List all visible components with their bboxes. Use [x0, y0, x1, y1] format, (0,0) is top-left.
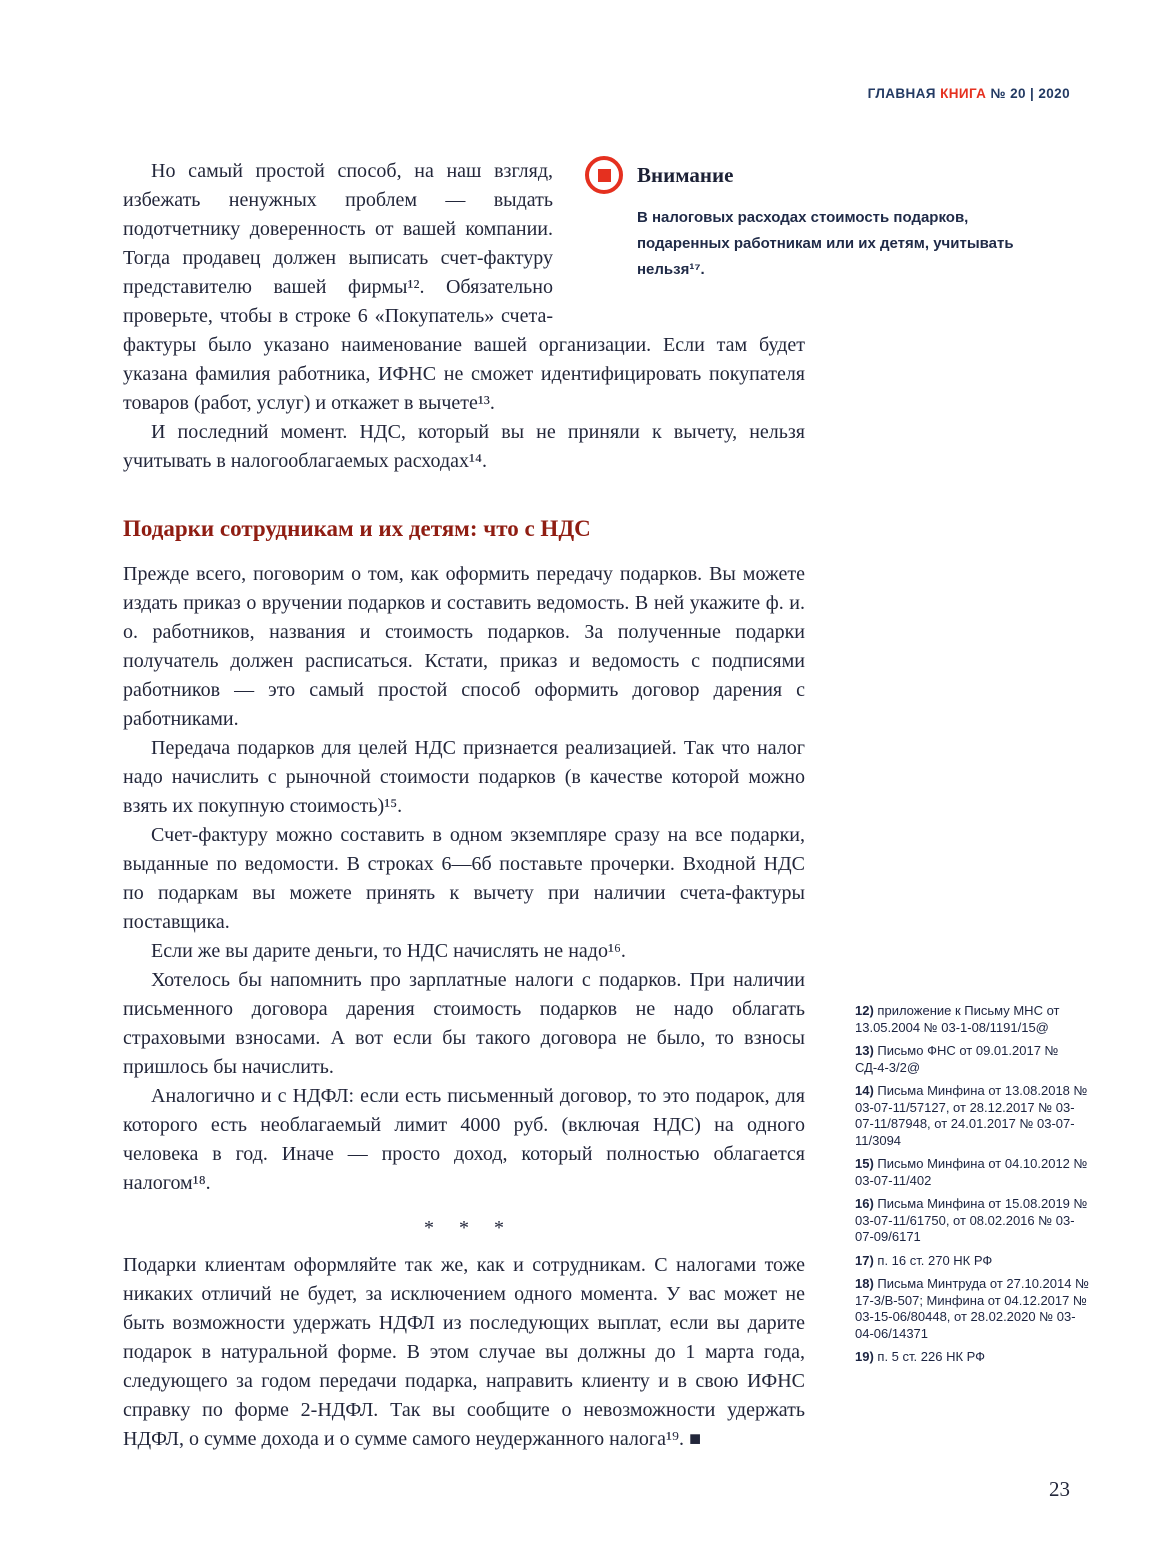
footnote-15 — [855, 1156, 1093, 1189]
footnote-text: п. 5 ст. 226 НК РФ — [877, 1349, 986, 1364]
footnote-text: приложение к Письму МНС от 13.05.2004 № 03-1-08/1191/15@ — [855, 1003, 1060, 1035]
body-paragraph-1: Прежде всего, поговорим о том, как оформить передачу подарков. Вы можете издать приказ о вручении подарков и составить ведомость. В ней укажите ф. и. о. работников, названия и стоимость подарков. За полученные подарки получатель должен расписаться. Кстати, приказ и ведомость с подписями работников — это самый простой способ оформить договор дарения с работниками. — [123, 563, 805, 730]
footnote-number: 16) — [855, 1196, 874, 1211]
footnote-text: Письма Минфина от 13.08.2018 № 03-07-11/57127, от 28.12.2017 № 03-07-11/87948, от 24.01.2017 № 03-07-11/3094 — [855, 1083, 1088, 1148]
closing-paragraph: Подарки клиентам оформляйте так же, как и сотрудникам. С налогами тоже никаких отличий не будет, за исключением одного момента. У вас может не быть возможности удержать НДФЛ из последующих выплат, если вы дарите подарок в натуральной форме. В этом случае вы должны до 1 марта года, следующего за годом передачи подарка, направить клиенту и в свою ИФНС справку по форме 2-НДФЛ. Так вы сообщите о невозможности удержать НДФЛ, о сумме дохода и о сумме самого неудержанного налога¹⁹. ■ — [123, 1254, 805, 1450]
footnote-text: Письмо ФНС от 09.01.2017 № СД-4-3/2@ — [855, 1043, 1059, 1075]
footnote-text: Письма Минфина от 15.08.2019 № 03-07-11/61750, от 08.02.2016 № 03-07-09/6171 — [855, 1196, 1088, 1244]
footnote-number: 14) — [855, 1083, 874, 1098]
footnote-17 — [855, 1253, 1093, 1270]
footnote-text: Письмо Минфина от 04.10.2012 № 03-07-11/402 — [855, 1156, 1088, 1188]
body-paragraph-5: Хотелось бы напомнить про зарплатные налоги с подарков. При наличии письменного договора дарения стоимость подарков не надо облагать страховыми взносами. А вот если бы такого договора не было, то взносы пришлось бы начислить. — [123, 969, 805, 1078]
body-paragraph-2: Передача подарков для целей НДС признается реализацией. Так что налог надо начислить с рыночной стоимости подарков (в качестве которой можно взять их покупную стоимость)¹⁵. — [123, 737, 805, 817]
footnote-18 — [855, 1276, 1093, 1342]
attention-wrap-spacer — [553, 157, 805, 305]
intro-paragraph-1-text: Но самый простой способ, на наш взгляд, избежать ненужных проблем — выдать подотчетнику доверенность от вашей компании. Тогда продавец должен выписать счет-фактуру представителю вашей фирмы¹². Обязательно проверьте, чтобы в строке 6 «Покупатель» счета-фактуры было указано наименование вашей организации. Если там будет указана фамилия работника, ИФНС не сможет идентифицировать покупателя товаров (работ, услуг) и откажет в вычете¹³. — [123, 160, 805, 414]
footnote-number: 12) — [855, 1003, 874, 1018]
body-paragraph-6: Аналогично и с НДФЛ: если есть письменный договор, то это подарок, для которого есть необлагаемый лимит 4000 руб. (включая НДС) на одного человека в год. Иначе — просто доход, который полностью облагается налогом¹⁸. — [123, 1085, 805, 1194]
footnotes-column — [855, 1003, 1093, 1373]
footnote-number: 13) — [855, 1043, 874, 1058]
footnote-text: п. 16 ст. 270 НК РФ — [877, 1252, 993, 1268]
intro-paragraph-1 — [123, 157, 805, 418]
issue-number: № 20 | 2020 — [990, 86, 1070, 101]
footnote-text: Письма Минтруда от 27.10.2014 № 17-3/В-507; Минфина от 04.12.2017 № 03-15-06/80448, от 28.02.2020 № 03-04-06/14371 — [855, 1276, 1090, 1341]
brand-kniga: КНИГА — [940, 86, 987, 101]
attention-text: В налоговых расходах стоимость подарков, подаренных работникам или их детям, учитывать нельзя¹⁷. — [637, 209, 1014, 278]
footnote-12 — [855, 1003, 1093, 1036]
section-heading: Подарки сотрудникам и их детям: что с НДС — [123, 516, 591, 541]
footnote-14 — [855, 1083, 1093, 1149]
body-paragraph-4: Если же вы дарите деньги, то НДС начислять не надо¹⁶. — [151, 940, 626, 962]
attention-title: Внимание — [637, 162, 734, 187]
article-column — [123, 157, 805, 1454]
brand-glavnaya: ГЛАВНАЯ — [867, 86, 936, 101]
body-paragraph-3: Счет-фактуру можно составить в одном экземпляре сразу на все подарки, выданные по ведомости. В строках 6—6б поставьте прочерки. Входной НДС по подаркам вы можете принять к вычету при наличии счета-фактуры поставщика. — [123, 824, 805, 933]
footnote-16 — [855, 1196, 1093, 1246]
footnote-13 — [855, 1043, 1093, 1076]
footnote-19 — [855, 1349, 1093, 1366]
footnote-number: 17) — [855, 1252, 874, 1268]
intro-paragraph-2: И последний момент. НДС, который вы не приняли к вычету, нельзя учитывать в налогооблагаемых расходах¹⁴. — [123, 421, 805, 472]
running-header — [868, 86, 1070, 101]
footnote-number: 18) — [855, 1276, 874, 1291]
footnote-number: 19) — [855, 1349, 874, 1364]
section-separator: * * * — [424, 1217, 514, 1239]
page-number: 23 — [1049, 1477, 1070, 1501]
footnote-number: 15) — [855, 1156, 874, 1171]
